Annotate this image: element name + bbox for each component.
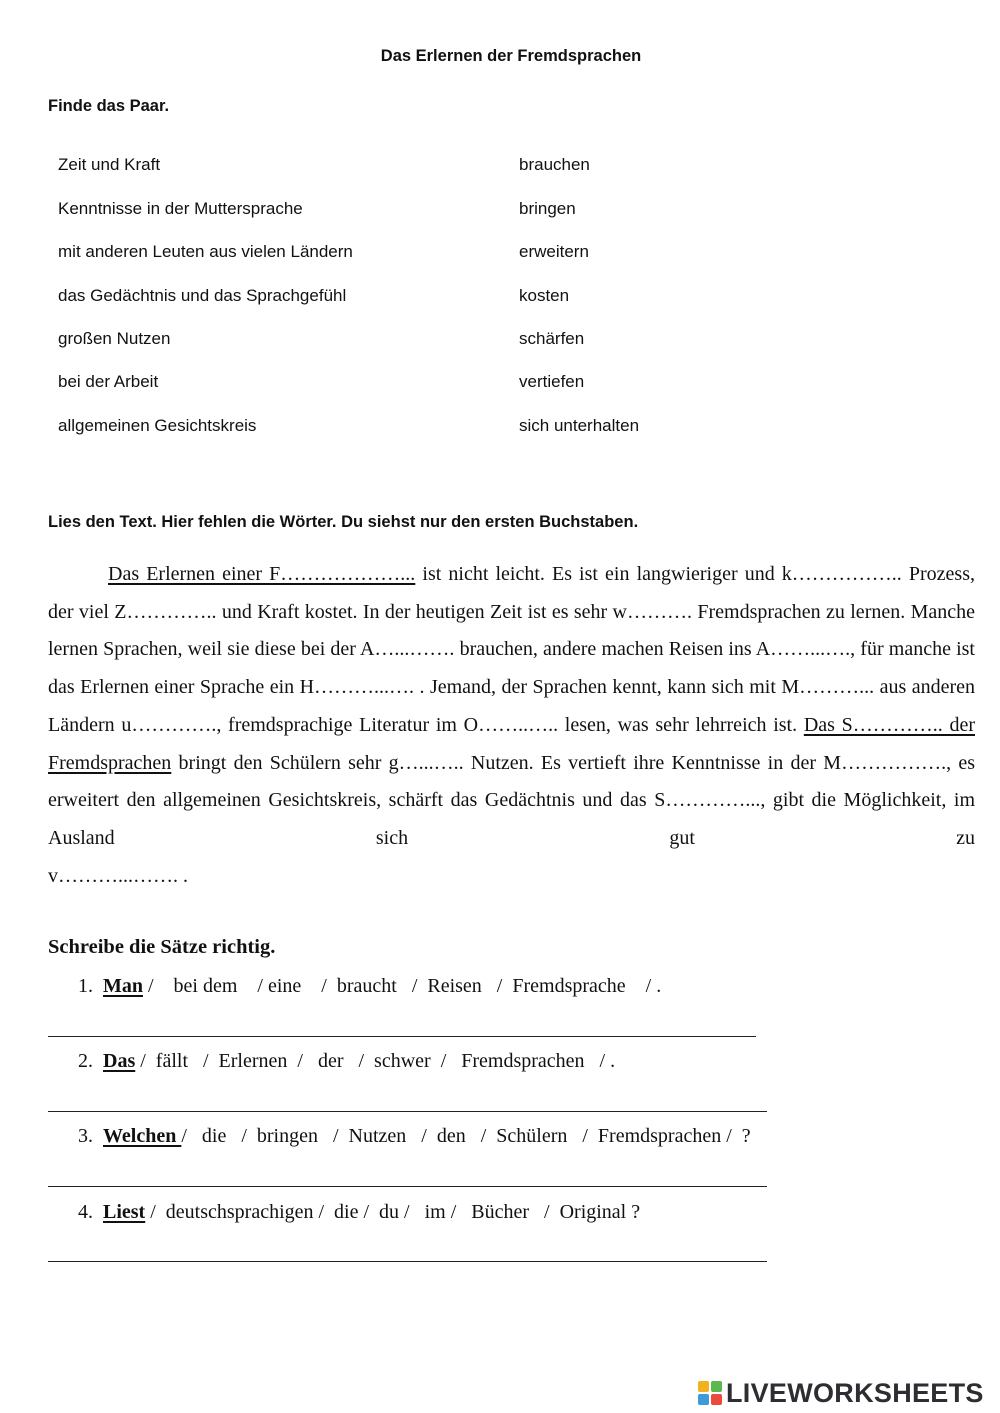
sentence-number: 1.	[78, 975, 93, 997]
pair-left-item: Kenntnisse in der Muttersprache	[58, 199, 303, 218]
pair-left-item: allgemeinen Gesichtskreis	[58, 416, 257, 435]
pair-right-item: bringen	[519, 199, 576, 218]
scrambled-sentence	[78, 1201, 640, 1224]
pair-left-item: bei der Arbeit	[58, 372, 159, 391]
scrambled-sentence	[78, 1125, 751, 1148]
text-last-line: v………...……. .	[48, 864, 188, 887]
pair-right-item: kosten	[519, 286, 570, 305]
pair-left-item: Zeit und Kraft	[58, 155, 161, 174]
pair-left-item: das Gedächtnis und das Sprachgefühl	[58, 286, 347, 305]
underlined-phrase: Das Erlernen einer F………………...	[108, 563, 416, 585]
liveworksheets-logo[interactable]	[698, 1378, 984, 1408]
logo-tile	[711, 1394, 722, 1405]
answer-line[interactable]	[48, 1036, 756, 1037]
scrambled-sentence	[78, 1050, 615, 1073]
scrambled-sentence	[78, 975, 661, 998]
pair-left-item: großen Nutzen	[58, 329, 171, 348]
sentence-number: 4.	[78, 1201, 93, 1223]
sentence-number: 2.	[78, 1050, 93, 1072]
logo-tile	[698, 1381, 709, 1392]
sentence-keyword: Man	[103, 975, 143, 997]
page-title: Das Erlernen der Fremdsprachen	[380, 47, 642, 65]
sentence-words: / fällt / Erlernen / der / schwer / Fremdsprachen / .	[135, 1050, 616, 1072]
text-segment: bringt den Schülern sehr g…...….. Nutzen. Es vertieft ihre Kenntnisse in der M……………., es erweitert den allgemeinen Gesichtskreis, schärft das Gedächtnis und das S…………..., gibt die Möglichkeit, im Ausland sich gut zu	[48, 751, 975, 849]
sentence-keyword: Liest	[103, 1201, 146, 1223]
instruction-match-pairs: Finde das Paar.	[48, 97, 170, 115]
pair-right-item: sich unterhalten	[519, 416, 640, 435]
sentence-words: / bei dem / eine / braucht / Reisen / Fremdsprache / .	[143, 975, 662, 997]
answer-line[interactable]	[48, 1186, 767, 1187]
pair-right-item: vertiefen	[519, 372, 585, 391]
logo-tile	[698, 1394, 709, 1405]
pair-right-item: brauchen	[519, 155, 590, 174]
instruction-fill-words: Lies den Text. Hier fehlen die Wörter. Du siehst nur den ersten Buchstaben.	[48, 513, 639, 531]
pair-right-item: erweitern	[519, 242, 589, 261]
gap-text-paragraph	[48, 556, 975, 895]
logo-tile	[711, 1381, 722, 1392]
text-segment: ist nicht leicht. Es ist ein langwieriger und k…………….. Prozess, der viel Z………….. und Kraft kostet. In der heutigen Zeit ist es sehr w………. Fremdsprachen zu lernen. Manche lernen Sprachen, weil sie diese bei der A…...……. brauchen, andere machen Reisen ins A……...…., für manche ist das Erlernen einer Sprache ein H………...…. . Jemand, der Sprachen kennt, kann sich mit M………... aus anderen Ländern u…………., fremdsprachige Literatur im O……..….. lesen, was sehr lehrreich ist.	[48, 563, 975, 736]
sentence-words: / die / bringen / Nutzen / den / Schülern / Fremdsprachen / ?	[181, 1125, 751, 1147]
sentence-keyword: Welchen	[103, 1125, 182, 1147]
sentence-words: / deutschsprachigen / die / du / im / Bücher / Original ?	[145, 1201, 641, 1223]
logo-text: LIVEWORKSHEETS	[726, 1377, 984, 1408]
underlined-phrase: Das S………….. der Fremdsprachen	[48, 713, 975, 774]
answer-line[interactable]	[48, 1111, 767, 1112]
sentence-keyword: Das	[103, 1050, 136, 1072]
heading-write-sentences: Schreibe die Sätze richtig.	[48, 936, 276, 958]
pair-left-item: mit anderen Leuten aus vielen Ländern	[58, 242, 353, 261]
answer-line[interactable]	[48, 1261, 767, 1262]
sentence-number: 3.	[78, 1125, 93, 1147]
pair-right-item: schärfen	[519, 329, 585, 348]
liveworksheets-icon	[698, 1381, 722, 1405]
